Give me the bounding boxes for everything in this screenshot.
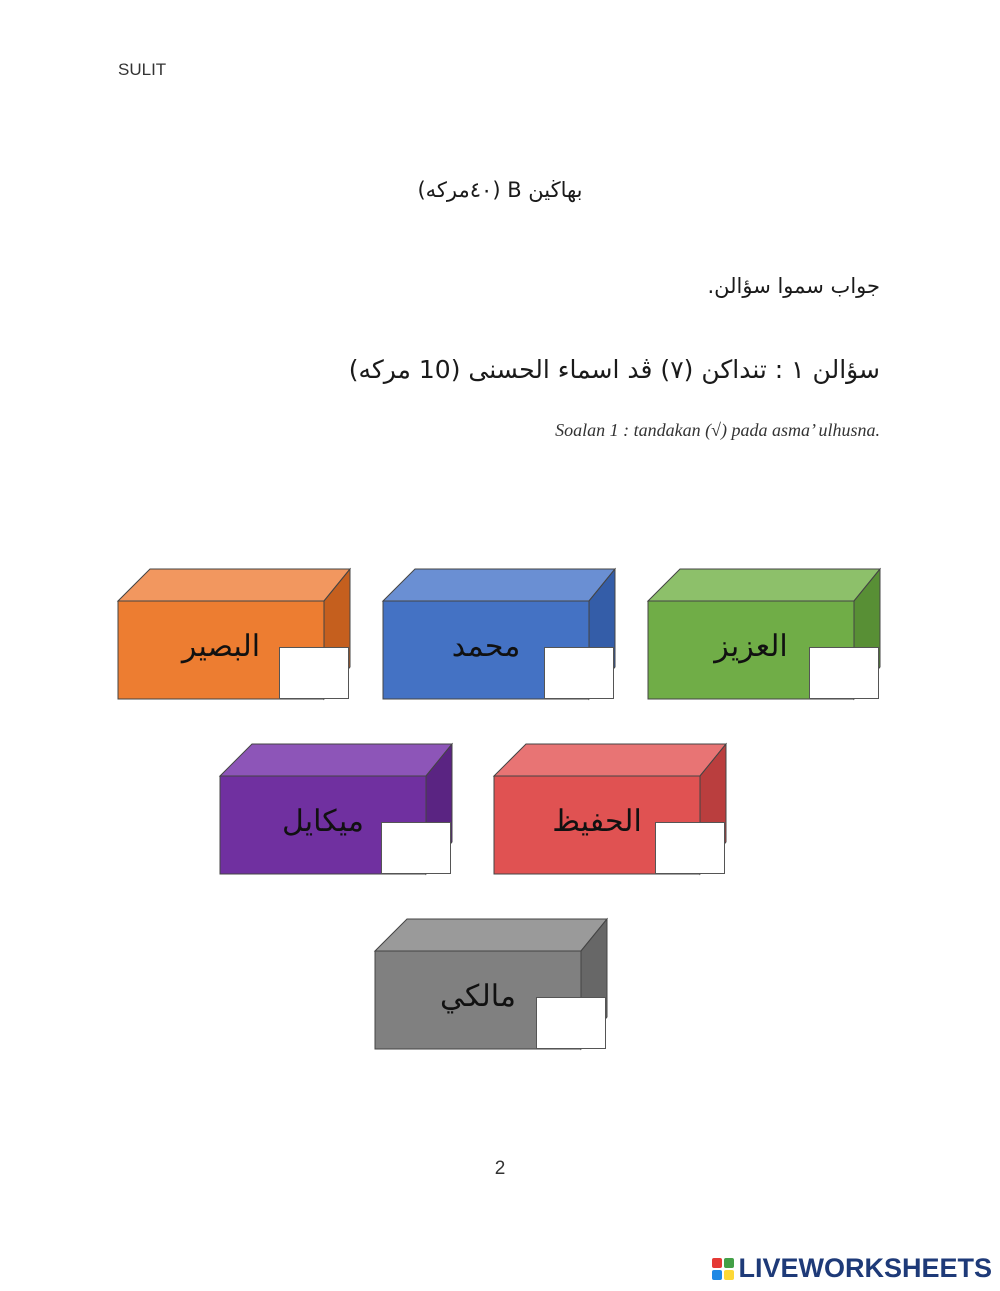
box-label: ميكايل <box>282 803 364 839</box>
brand-name: LIVEWORKSHEETS <box>738 1253 992 1283</box>
box-label: مالكي <box>440 978 516 1014</box>
confidential-mark: SULIT <box>118 60 167 79</box>
name-box-2 <box>648 569 882 701</box>
box-label: الحفيظ <box>552 803 642 839</box>
page-number: 2 <box>494 1158 506 1179</box>
liveworksheets-logo-icon <box>712 1258 734 1280</box>
logo-square <box>724 1270 734 1280</box>
tick-checkbox[interactable] <box>279 647 349 699</box>
logo-square <box>712 1270 722 1280</box>
liveworksheets-brand[interactable] <box>712 1253 992 1284</box>
instruction-text: جواب سموا سؤالن. <box>707 274 880 298</box>
box-label: العزيز <box>714 628 788 664</box>
logo-square <box>724 1258 734 1268</box>
name-box-3 <box>220 744 454 876</box>
tick-checkbox[interactable] <box>536 997 606 1049</box>
name-box-1 <box>383 569 617 701</box>
name-box-5 <box>375 919 609 1051</box>
name-box-4 <box>494 744 728 876</box>
tick-checkbox[interactable] <box>381 822 451 874</box>
section-title: بهاڬين B (٤٠مركه) <box>417 178 583 202</box>
question-arabic: سؤالن ١ : تنداكن (٧) ڤد اسماء الحسنى (10 مركه) <box>348 355 880 384</box>
name-box-0 <box>118 569 352 701</box>
tick-checkbox[interactable] <box>655 822 725 874</box>
tick-checkbox[interactable] <box>544 647 614 699</box>
box-label: البصير <box>181 628 261 664</box>
logo-square <box>712 1258 722 1268</box>
question-rumi: Soalan 1 : tandakan (√) pada asma’ ulhusna. <box>555 420 880 440</box>
tick-checkbox[interactable] <box>809 647 879 699</box>
box-label: محمد <box>451 628 521 664</box>
